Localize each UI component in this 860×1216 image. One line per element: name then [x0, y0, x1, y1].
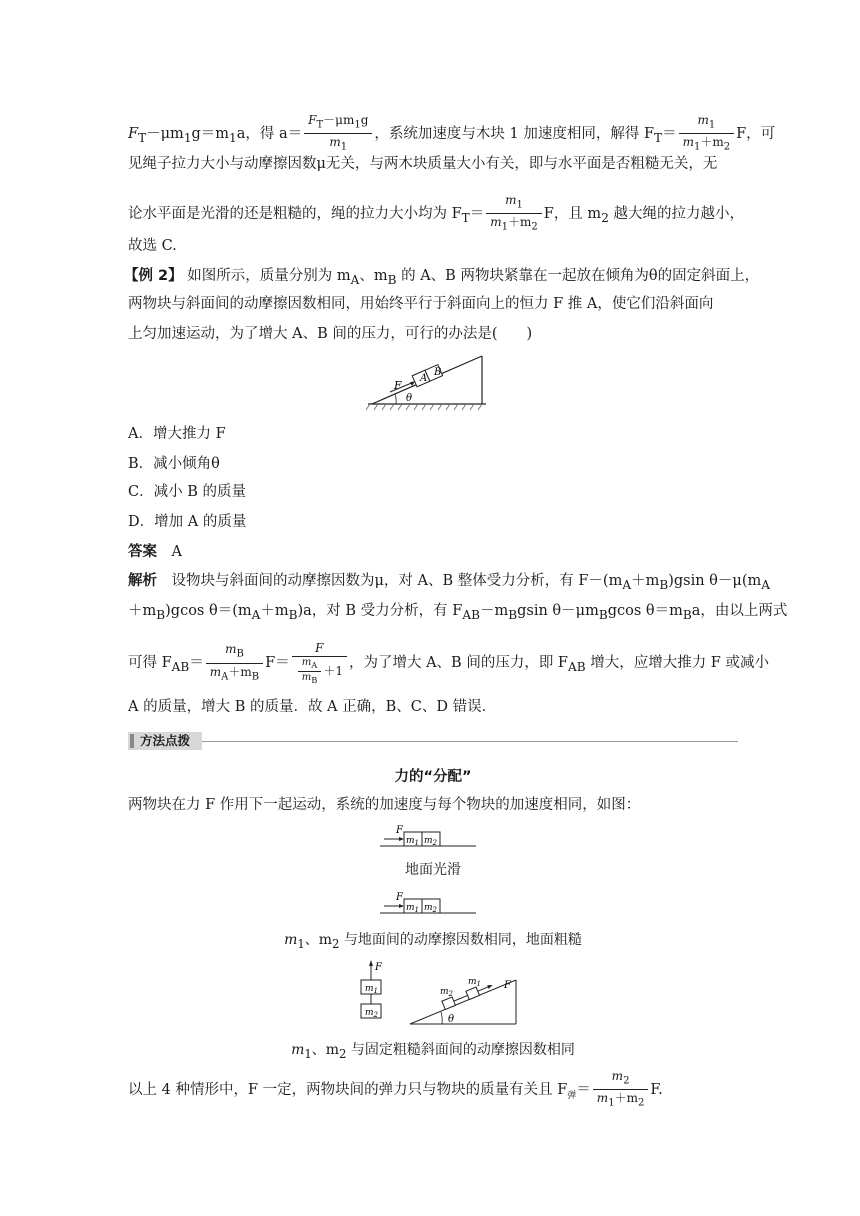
fraction: $\frac{F_T-\mu m_1g}{m_1}$ — [304, 112, 372, 156]
option-a: A．增大推力 F — [128, 426, 226, 442]
block-b-label: B — [434, 367, 442, 378]
caption-1: 地面光滑 — [405, 862, 461, 878]
svg-text:m1: $m_1$ — [365, 984, 379, 995]
example-tag: 【例 2】 — [124, 268, 183, 284]
answer-value: A — [171, 544, 182, 560]
solution-line-3: 论水平面是光滑的还是粗糙的，绳的拉力大小均为 $F_T=$ $\frac{m_1}{m_1+m_2}$ F，且 $m_2$ 越大绳的拉力越小， — [128, 192, 738, 236]
option-c: C．减小 B 的质量 — [128, 484, 246, 500]
fraction: $\frac{m_B}{m_A+m_B}$ — [206, 641, 263, 685]
analysis-line-2: $+m_B)gcos$ $\theta=(m_A+m_B)a$，对 B 受力分析，有 $F_{AB}-m_Bgsin$ $\theta-\mu m_Bgcos$ $\theta=m_Ba$，由以上两式 — [128, 603, 788, 622]
svg-text:m1: $m_1$ — [406, 836, 420, 847]
caption-2: $m_1$、$m_2$ 与地面间的动摩擦因数相同，地面粗糙 — [284, 932, 582, 951]
svg-text:m2: $m_2$ — [424, 836, 438, 847]
figure-rough-ground — [380, 889, 476, 915]
force-label: F — [394, 379, 402, 392]
analysis-label: 解析 — [128, 573, 157, 589]
analysis-line-1: 解析 设物块与斜面间的动摩擦因数为μ，对 A、B 整体受力分析，有 $F-(m_A+m_B)gsin$ $\theta-\mu(m_A$ — [128, 573, 770, 592]
svg-text:m1: $m_1$ — [406, 903, 420, 914]
incline-figure — [366, 352, 490, 412]
figure-smooth-ground — [380, 822, 476, 848]
force-label: F — [504, 980, 511, 991]
svg-text:m2: $m_2$ — [365, 1008, 379, 1019]
answer-label: 答案 — [128, 544, 157, 560]
fraction: $\frac{m_1}{m_1+m_2}$ — [679, 112, 735, 156]
method-header — [128, 732, 738, 750]
answer-line — [128, 542, 738, 562]
force-label: F — [375, 962, 382, 973]
svg-text:m2: $m_2$ — [440, 987, 454, 998]
solution-line-1: $F_T-\mu m_1g=m_1a$，得 a＝ $\frac{F_T-\mu m_1g}{m_1}$ ，系统加速度与木块 1 加速度相同，解得 $F_T=$ $\frac{m_1}{m_1+m_2}$ F，可 — [128, 112, 738, 156]
figure-vertical-and-incline — [356, 958, 520, 1028]
method-label: 方法点拨 — [128, 732, 202, 750]
fraction: $\frac{m_2}{m_1+m_2}$ — [593, 1068, 649, 1112]
analysis-line-3: 可得 $F_{AB}=$ $\frac{m_B}{m_A+m_B}$ F＝ F $\frac{m_A}{m_B}$ ＋1 ，为了增大 A、B 间的压力，即 $F_{AB}$ 增大，应增大推力 F 或减小 — [128, 641, 769, 685]
example-line-3: 上匀加速运动，为了增大 A、B 间的压力，可行的办法是( ) — [128, 326, 533, 342]
divider — [202, 741, 738, 742]
angle-label: θ — [448, 1014, 455, 1025]
block-a-label: A — [420, 373, 428, 384]
method-intro: 两物块在力 F 作用下一起运动，系统的加速度与每个物块的加速度相同，如图： — [128, 797, 641, 813]
svg-text:m2: $m_2$ — [424, 903, 438, 914]
force-label: F — [396, 825, 403, 836]
solution-line-4: 故选 C. — [128, 238, 177, 254]
analysis-line-4: A 的质量，增大 B 的质量．故 A 正确，B、C、D 错误． — [128, 699, 497, 715]
option-b: B．减小倾角θ — [128, 456, 220, 472]
method-title: 力的“分配” — [394, 769, 472, 785]
conclusion-line: 以上 4 种情形中，F 一定，两物块间的弹力只与物块的质量有关且 $F_弹=$ $\frac{m_2}{m_1+m_2}$ F. — [128, 1068, 738, 1112]
angle-label: θ — [406, 393, 413, 404]
solution-line-2: 见绳子拉力大小与动摩擦因数μ无关，与两木块质量大小有关，即与水平面是否粗糙无关，无 — [128, 156, 718, 172]
caption-3: $m_1$、$m_2$ 与固定粗糙斜面间的动摩擦因数相同 — [291, 1042, 575, 1061]
option-d: D．增加 A 的质量 — [128, 514, 247, 530]
example-line-1: 【例 2】 如图所示，质量分别为 $m_A$、$m_B$ 的 A、B 两物块紧靠在一起放在倾角为θ的固定斜面上， — [124, 268, 760, 287]
nested-fraction: F $\frac{m_A}{m_B}$ ＋1 — [292, 640, 347, 686]
example-line-2: 两物块与斜面间的动摩擦因数相同，用始终平行于斜面向上的恒力 F 推 A，使它们沿斜面向 — [128, 296, 714, 312]
svg-text:m1: $m_1$ — [468, 977, 482, 988]
fraction: $\frac{m_1}{m_1+m_2}$ — [486, 192, 542, 236]
force-label: F — [396, 892, 403, 903]
